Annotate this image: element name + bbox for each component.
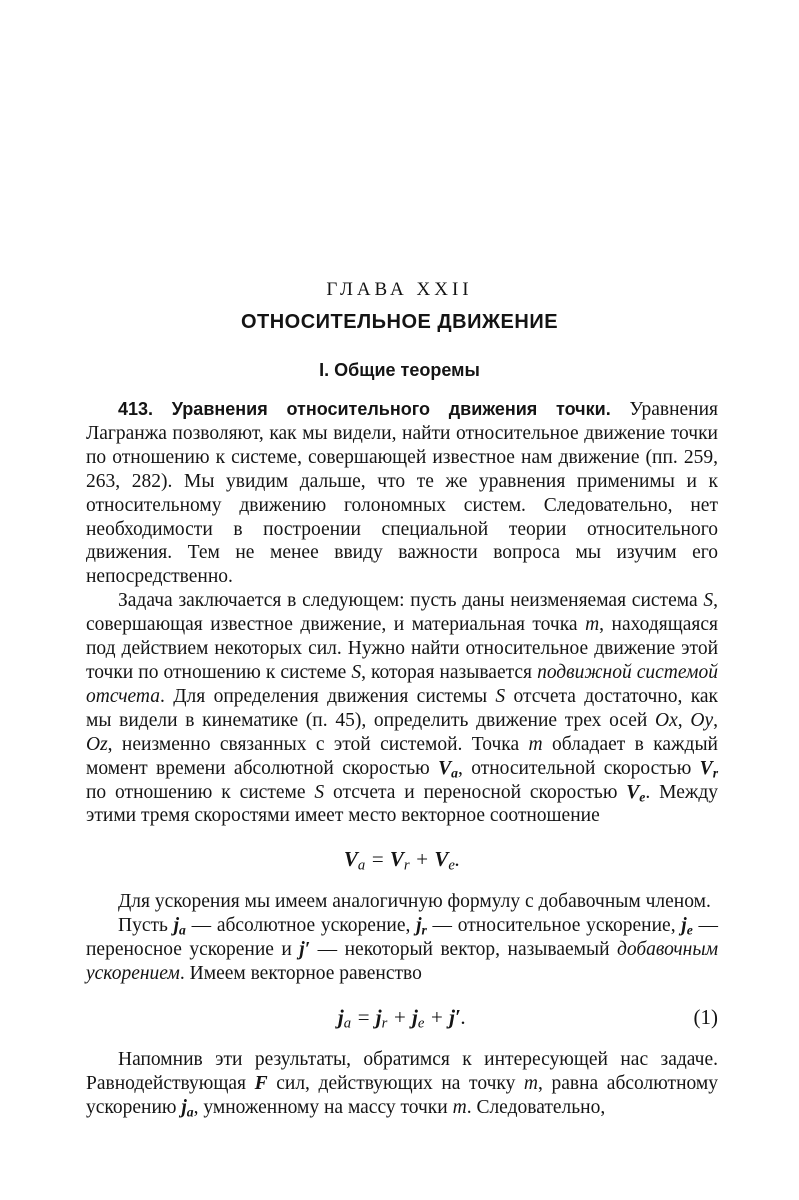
- text-run: ,: [713, 709, 719, 731]
- symbol-S: S: [495, 685, 506, 707]
- symbol-m: m: [585, 614, 600, 636]
- text-run: Напомнив эти результаты, обратимся к интересующей нас задаче. Равнодействующая: [86, 1048, 718, 1094]
- vector-ja: $j_a$: [173, 915, 186, 938]
- text-run: , находящаяся под действием некоторых сил. Нужно найти относительное движение этой точки по отношению к системе: [86, 614, 718, 683]
- chapter-title: ОТНОСИТЕЛЬНОЕ ДВИЖЕНИЕ: [240, 311, 559, 333]
- equation-velocity: $V_a = V_r + V_e$.: [343, 847, 461, 874]
- vector-jr: $j_r$: [416, 915, 427, 938]
- section-title: I. Общие теоремы: [319, 360, 480, 380]
- symbol-m: m: [452, 1096, 467, 1118]
- symbol-S: S: [351, 661, 362, 683]
- equation-acceleration: $j_a = j_r + j_e + j'$. (1): [86, 986, 718, 1048]
- text-run: сил, действующих на точку: [267, 1072, 524, 1094]
- vector-je: $j_e$: [681, 915, 693, 938]
- main-text: [86, 398, 718, 1120]
- text-run: , которая называется: [361, 661, 538, 683]
- symbol-S: S: [314, 781, 325, 803]
- symbol-m: m: [523, 1072, 539, 1094]
- symbol-S: S: [703, 590, 714, 612]
- text-run: , совершающая известное движение, и материальная точка: [86, 590, 718, 636]
- text-run: Задача заключается в следующем: пусть даны неизменяемая система: [118, 590, 704, 612]
- text-run: — переносное ускорение и: [86, 915, 719, 961]
- vector-jprime: j′: [299, 939, 311, 961]
- text-run: , неизменно связанных с этой системой. Точка: [107, 733, 529, 755]
- text-run: , относительной скоростью: [457, 757, 700, 779]
- text-run: , равна абсолютному ускорению: [86, 1072, 718, 1118]
- equation-number: (1): [693, 1004, 718, 1029]
- vector-Ve: $V_e$: [626, 781, 646, 804]
- paragraph-definitions: [86, 914, 718, 986]
- text-run: — абсолютное ускорение,: [185, 915, 417, 937]
- text-run: . Имеем векторное равенство: [179, 963, 422, 985]
- symbol-Oz: Oz: [86, 733, 108, 755]
- text-run: — относительное ускорение,: [426, 915, 682, 937]
- paragraph-text: Уравнения Лагранжа позволяют, как мы видели, найти относительное движение точки по отношению к системе, совершающей известное нам движение (пп. 259, 263, 282). Мы увидим дальше, что те же уравнения применимы и к относительному движению голономных систем. Следовательно, нет необходимости в построении специальной теории относительного движения. Тем не менее ввиду важности вопроса мы изучим его непосредственно.: [86, 399, 718, 588]
- text-run: — некоторый вектор, называемый: [310, 939, 618, 961]
- paragraph-intro: [86, 398, 718, 589]
- text-run: . Между этими тремя скоростями имеет место векторное соотношение: [86, 781, 718, 827]
- paragraph-problem: [86, 589, 718, 828]
- paragraph-acceleration: Для ускорения мы имеем аналогичную формулу с добавочным членом.: [118, 891, 711, 913]
- chapter-number: ГЛАВА XXII: [326, 279, 473, 300]
- symbol-Oy: Oy: [690, 709, 714, 731]
- text-run: отсчета достаточно, как мы видели в кинематике (п. 45), определить движение трех осей: [86, 685, 718, 731]
- symbol-m: m: [528, 733, 543, 755]
- text-run: , умноженному на массу точки: [193, 1096, 453, 1118]
- paragraph-resultant: [86, 1048, 718, 1120]
- text-run: обладает в каждый момент времени абсолютной скоростью: [86, 733, 718, 779]
- article-heading: 413. Уравнения относительного движения точки.: [118, 399, 611, 419]
- emphasis-moving-frame: подвижной системой отсчета: [86, 661, 719, 707]
- text-run: ,: [677, 709, 691, 731]
- text-run: . Следовательно,: [466, 1096, 606, 1118]
- symbol-Ox: Ox: [655, 709, 678, 731]
- text-run: . Для определения движения системы: [160, 685, 496, 707]
- text-run: по отношению к системе: [86, 781, 315, 803]
- vector-Va: $V_a$: [438, 757, 458, 780]
- text-run: отсчета и переносной скоростью: [324, 781, 627, 803]
- emphasis-additional-acceleration: добавочным ускорением: [86, 939, 719, 985]
- text-run: Пусть: [118, 915, 174, 937]
- vector-ja: $j_a$: [181, 1096, 194, 1120]
- vector-Vr: $V_r$: [699, 757, 718, 780]
- vector-F: F: [254, 1072, 268, 1094]
